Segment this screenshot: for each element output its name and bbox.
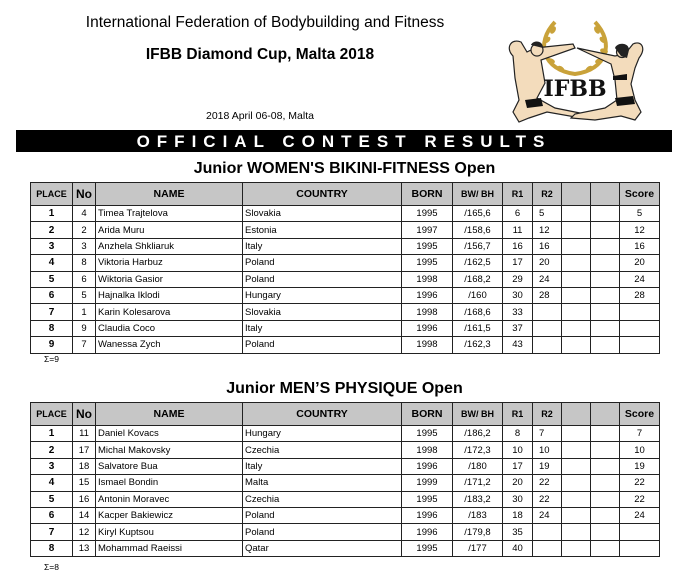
body-weight-height: /168,6 bbox=[453, 304, 503, 320]
blank-cell bbox=[562, 524, 591, 540]
competitor-number: 15 bbox=[73, 475, 96, 491]
final-score bbox=[620, 320, 660, 336]
blank-cell bbox=[591, 304, 620, 320]
birth-year: 1997 bbox=[402, 222, 453, 238]
birth-year: 1998 bbox=[402, 304, 453, 320]
competitor-count: Σ=8 bbox=[44, 562, 59, 572]
blank-cell bbox=[591, 337, 620, 353]
competitor-name: Mohammad Raeissi bbox=[96, 540, 243, 556]
result-place: 2 bbox=[31, 222, 73, 238]
body-weight-height: /183 bbox=[453, 507, 503, 523]
col-no: No bbox=[73, 403, 96, 426]
competitor-name: Timea Trajtelova bbox=[96, 206, 243, 222]
col-country: COUNTRY bbox=[243, 183, 402, 206]
table-row bbox=[31, 458, 660, 474]
competitor-number: 13 bbox=[73, 540, 96, 556]
birth-year: 1998 bbox=[402, 271, 453, 287]
col-name: NAME bbox=[96, 403, 243, 426]
birth-year: 1995 bbox=[402, 491, 453, 507]
blank-cell bbox=[562, 426, 591, 442]
col-country: COUNTRY bbox=[243, 403, 402, 426]
federation-title-text: International Federation of Bodybuilding and Fitness bbox=[85, 14, 445, 31]
body-weight-height: /156,7 bbox=[453, 238, 503, 254]
competitor-country: Estonia bbox=[243, 222, 402, 238]
final-score: 19 bbox=[620, 458, 660, 474]
birth-year: 1996 bbox=[402, 507, 453, 523]
col-bwbh: BW/ BH bbox=[453, 403, 503, 426]
final-score bbox=[620, 337, 660, 353]
final-score: 22 bbox=[620, 475, 660, 491]
round-2-score: 19 bbox=[533, 458, 562, 474]
competitor-country: Czechia bbox=[243, 491, 402, 507]
table-row bbox=[31, 524, 660, 540]
result-place: 1 bbox=[31, 206, 73, 222]
col-born: BORN bbox=[402, 403, 453, 426]
svg-text:IFBB: IFBB bbox=[543, 76, 607, 102]
competitor-number: 8 bbox=[73, 255, 96, 271]
table-row bbox=[31, 491, 660, 507]
round-1-score: 6 bbox=[503, 206, 533, 222]
table-row bbox=[31, 222, 660, 238]
blank-cell bbox=[591, 524, 620, 540]
competitor-country: Czechia bbox=[243, 442, 402, 458]
official-results-banner: OFFICIAL CONTEST RESULTS bbox=[16, 130, 672, 152]
competitor-number: 5 bbox=[73, 287, 96, 303]
body-weight-height: /158,6 bbox=[453, 222, 503, 238]
body-weight-height: /161,5 bbox=[453, 320, 503, 336]
table-row bbox=[31, 287, 660, 303]
competitor-number: 2 bbox=[73, 222, 96, 238]
round-2-score: 28 bbox=[533, 287, 562, 303]
table-row bbox=[31, 238, 660, 254]
competitor-country: Malta bbox=[243, 475, 402, 491]
round-2-score: 10 bbox=[533, 442, 562, 458]
round-1-score: 29 bbox=[503, 271, 533, 287]
table-row bbox=[31, 442, 660, 458]
final-score: 24 bbox=[620, 507, 660, 523]
result-place: 4 bbox=[31, 255, 73, 271]
body-weight-height: /186,2 bbox=[453, 426, 503, 442]
round-1-score: 37 bbox=[503, 320, 533, 336]
table-row bbox=[31, 540, 660, 556]
col-score: Score bbox=[620, 183, 660, 206]
competitor-name: Claudia Coco bbox=[96, 320, 243, 336]
competitor-country: Italy bbox=[243, 238, 402, 254]
table-row bbox=[31, 426, 660, 442]
body-weight-height: /180 bbox=[453, 458, 503, 474]
competitor-name: Antonin Moravec bbox=[96, 491, 243, 507]
competitor-country: Italy bbox=[243, 458, 402, 474]
blank-cell bbox=[562, 507, 591, 523]
table-row bbox=[31, 507, 660, 523]
table-row bbox=[31, 320, 660, 336]
body-weight-height: /172,3 bbox=[453, 442, 503, 458]
blank-cell bbox=[562, 255, 591, 271]
birth-year: 1998 bbox=[402, 337, 453, 353]
competitor-number: 16 bbox=[73, 491, 96, 507]
blank-cell bbox=[562, 287, 591, 303]
body-weight-height: /179,8 bbox=[453, 524, 503, 540]
blank-cell bbox=[591, 255, 620, 271]
round-1-score: 43 bbox=[503, 337, 533, 353]
col-blank-1 bbox=[562, 403, 591, 426]
blank-cell bbox=[562, 222, 591, 238]
table-header-row bbox=[31, 183, 660, 206]
col-place: PLACE bbox=[31, 403, 73, 426]
competitor-name: Karin Kolesarova bbox=[96, 304, 243, 320]
result-place: 1 bbox=[31, 426, 73, 442]
birth-year: 1996 bbox=[402, 458, 453, 474]
body-weight-height: /160 bbox=[453, 287, 503, 303]
body-weight-height: /168,2 bbox=[453, 271, 503, 287]
competitor-number: 3 bbox=[73, 238, 96, 254]
blank-cell bbox=[591, 491, 620, 507]
col-blank-2 bbox=[591, 183, 620, 206]
competitor-name: Hajnalka Iklodi bbox=[96, 287, 243, 303]
blank-cell bbox=[591, 222, 620, 238]
blank-cell bbox=[562, 337, 591, 353]
event-title: IFBB Diamond Cup, Malta 2018 bbox=[145, 46, 375, 63]
table-row bbox=[31, 304, 660, 320]
blank-cell bbox=[591, 320, 620, 336]
category-title: Junior MEN’S PHYSIQUE Open bbox=[226, 380, 463, 397]
col-born: BORN bbox=[402, 183, 453, 206]
birth-year: 1996 bbox=[402, 524, 453, 540]
competitor-count: Σ=9 bbox=[44, 354, 59, 364]
round-2-score: 24 bbox=[533, 271, 562, 287]
competitor-number: 17 bbox=[73, 442, 96, 458]
col-r2: R2 bbox=[533, 403, 562, 426]
round-2-score bbox=[533, 524, 562, 540]
round-2-score: 12 bbox=[533, 222, 562, 238]
result-place: 7 bbox=[31, 524, 73, 540]
competitor-country: Hungary bbox=[243, 287, 402, 303]
final-score bbox=[620, 304, 660, 320]
competitor-country: Qatar bbox=[243, 540, 402, 556]
result-place: 3 bbox=[31, 458, 73, 474]
final-score bbox=[620, 540, 660, 556]
col-bwbh: BW/ BH bbox=[453, 183, 503, 206]
round-1-score: 18 bbox=[503, 507, 533, 523]
blank-cell bbox=[591, 475, 620, 491]
round-1-score: 20 bbox=[503, 475, 533, 491]
result-place: 7 bbox=[31, 304, 73, 320]
col-no: No bbox=[73, 183, 96, 206]
round-1-score: 16 bbox=[503, 238, 533, 254]
birth-year: 1996 bbox=[402, 320, 453, 336]
competitor-name: Ismael Bondin bbox=[96, 475, 243, 491]
round-2-score bbox=[533, 337, 562, 353]
competitor-name: Salvatore Bua bbox=[96, 458, 243, 474]
table-row bbox=[31, 475, 660, 491]
ifbb-logo-icon bbox=[475, 8, 675, 126]
blank-cell bbox=[562, 491, 591, 507]
round-1-score: 11 bbox=[503, 222, 533, 238]
blank-cell bbox=[562, 206, 591, 222]
competitor-name: Arida Muru bbox=[96, 222, 243, 238]
competitor-country: Poland bbox=[243, 524, 402, 540]
final-score: 10 bbox=[620, 442, 660, 458]
round-1-score: 40 bbox=[503, 540, 533, 556]
competitor-name: Wanessa Zych bbox=[96, 337, 243, 353]
birth-year: 1995 bbox=[402, 426, 453, 442]
round-2-score: 20 bbox=[533, 255, 562, 271]
col-score: Score bbox=[620, 403, 660, 426]
body-weight-height: /162,5 bbox=[453, 255, 503, 271]
body-weight-height: /183,2 bbox=[453, 491, 503, 507]
competitor-country: Poland bbox=[243, 507, 402, 523]
blank-cell bbox=[562, 540, 591, 556]
col-blank-2 bbox=[591, 403, 620, 426]
birth-year: 1999 bbox=[402, 475, 453, 491]
competitor-number: 7 bbox=[73, 337, 96, 353]
round-2-score: 7 bbox=[533, 426, 562, 442]
competitor-name: Wiktoria Gasior bbox=[96, 271, 243, 287]
category-title: Junior WOMEN'S BIKINI-FITNESS Open bbox=[193, 160, 496, 177]
round-2-score: 16 bbox=[533, 238, 562, 254]
table-header-row bbox=[31, 403, 660, 426]
blank-cell bbox=[562, 304, 591, 320]
competitor-country: Hungary bbox=[243, 426, 402, 442]
competitor-name: Kacper Bakiewicz bbox=[96, 507, 243, 523]
round-1-score: 35 bbox=[503, 524, 533, 540]
result-place: 9 bbox=[31, 337, 73, 353]
body-weight-height: /165,6 bbox=[453, 206, 503, 222]
round-1-score: 17 bbox=[503, 458, 533, 474]
result-place: 2 bbox=[31, 442, 73, 458]
competitor-country: Slovakia bbox=[243, 206, 402, 222]
blank-cell bbox=[591, 540, 620, 556]
blank-cell bbox=[591, 458, 620, 474]
final-score: 5 bbox=[620, 206, 660, 222]
round-1-score: 33 bbox=[503, 304, 533, 320]
birth-year: 1995 bbox=[402, 206, 453, 222]
competitor-number: 11 bbox=[73, 426, 96, 442]
final-score: 12 bbox=[620, 222, 660, 238]
col-blank-1 bbox=[562, 183, 591, 206]
round-1-score: 10 bbox=[503, 442, 533, 458]
result-place: 5 bbox=[31, 491, 73, 507]
competitor-number: 14 bbox=[73, 507, 96, 523]
final-score: 24 bbox=[620, 271, 660, 287]
col-name: NAME bbox=[96, 183, 243, 206]
result-place: 8 bbox=[31, 540, 73, 556]
competitor-number: 12 bbox=[73, 524, 96, 540]
competitor-name: Daniel Kovacs bbox=[96, 426, 243, 442]
result-place: 3 bbox=[31, 238, 73, 254]
results-table bbox=[30, 182, 660, 354]
competitor-number: 1 bbox=[73, 304, 96, 320]
blank-cell bbox=[562, 458, 591, 474]
body-weight-height: /177 bbox=[453, 540, 503, 556]
final-score: 28 bbox=[620, 287, 660, 303]
result-place: 4 bbox=[31, 475, 73, 491]
col-r1: R1 bbox=[503, 403, 533, 426]
round-2-score: 24 bbox=[533, 507, 562, 523]
competitor-name: Kiryl Kuptsou bbox=[96, 524, 243, 540]
competitor-number: 6 bbox=[73, 271, 96, 287]
event-date: 2018 April 06-08, Malta bbox=[206, 110, 314, 122]
col-r1: R1 bbox=[503, 183, 533, 206]
birth-year: 1995 bbox=[402, 255, 453, 271]
blank-cell bbox=[591, 507, 620, 523]
result-place: 8 bbox=[31, 320, 73, 336]
competitor-country: Slovakia bbox=[243, 304, 402, 320]
competitor-country: Italy bbox=[243, 320, 402, 336]
body-weight-height: /171,2 bbox=[453, 475, 503, 491]
final-score bbox=[620, 524, 660, 540]
round-1-score: 30 bbox=[503, 287, 533, 303]
table-row bbox=[31, 255, 660, 271]
blank-cell bbox=[591, 287, 620, 303]
blank-cell bbox=[591, 426, 620, 442]
blank-cell bbox=[591, 206, 620, 222]
col-place: PLACE bbox=[31, 183, 73, 206]
round-1-score: 8 bbox=[503, 426, 533, 442]
blank-cell bbox=[562, 442, 591, 458]
result-place: 6 bbox=[31, 287, 73, 303]
round-2-score bbox=[533, 304, 562, 320]
results-table bbox=[30, 402, 660, 557]
round-1-score: 17 bbox=[503, 255, 533, 271]
result-place: 6 bbox=[31, 507, 73, 523]
competitor-name: Michal Makovsky bbox=[96, 442, 243, 458]
table-row bbox=[31, 271, 660, 287]
blank-cell bbox=[591, 238, 620, 254]
round-2-score: 5 bbox=[533, 206, 562, 222]
birth-year: 1996 bbox=[402, 287, 453, 303]
blank-cell bbox=[562, 238, 591, 254]
round-1-score: 30 bbox=[503, 491, 533, 507]
blank-cell bbox=[562, 475, 591, 491]
final-score: 20 bbox=[620, 255, 660, 271]
competitor-number: 18 bbox=[73, 458, 96, 474]
birth-year: 1995 bbox=[402, 238, 453, 254]
competitor-name: Viktoria Harbuz bbox=[96, 255, 243, 271]
competitor-country: Poland bbox=[243, 271, 402, 287]
round-2-score: 22 bbox=[533, 491, 562, 507]
body-weight-height: /162,3 bbox=[453, 337, 503, 353]
round-2-score bbox=[533, 540, 562, 556]
birth-year: 1998 bbox=[402, 442, 453, 458]
result-place: 5 bbox=[31, 271, 73, 287]
competitor-name: Anzhela Shkliaruk bbox=[96, 238, 243, 254]
round-2-score bbox=[533, 320, 562, 336]
blank-cell bbox=[591, 442, 620, 458]
competitor-number: 9 bbox=[73, 320, 96, 336]
competitor-number: 4 bbox=[73, 206, 96, 222]
competitor-country: Poland bbox=[243, 337, 402, 353]
blank-cell bbox=[562, 320, 591, 336]
col-r2: R2 bbox=[533, 183, 562, 206]
final-score: 7 bbox=[620, 426, 660, 442]
table-row bbox=[31, 206, 660, 222]
blank-cell bbox=[591, 271, 620, 287]
final-score: 22 bbox=[620, 491, 660, 507]
final-score: 16 bbox=[620, 238, 660, 254]
birth-year: 1995 bbox=[402, 540, 453, 556]
federation-title bbox=[0, 14, 530, 32]
blank-cell bbox=[562, 271, 591, 287]
competitor-country: Poland bbox=[243, 255, 402, 271]
round-2-score: 22 bbox=[533, 475, 562, 491]
table-row bbox=[31, 337, 660, 353]
